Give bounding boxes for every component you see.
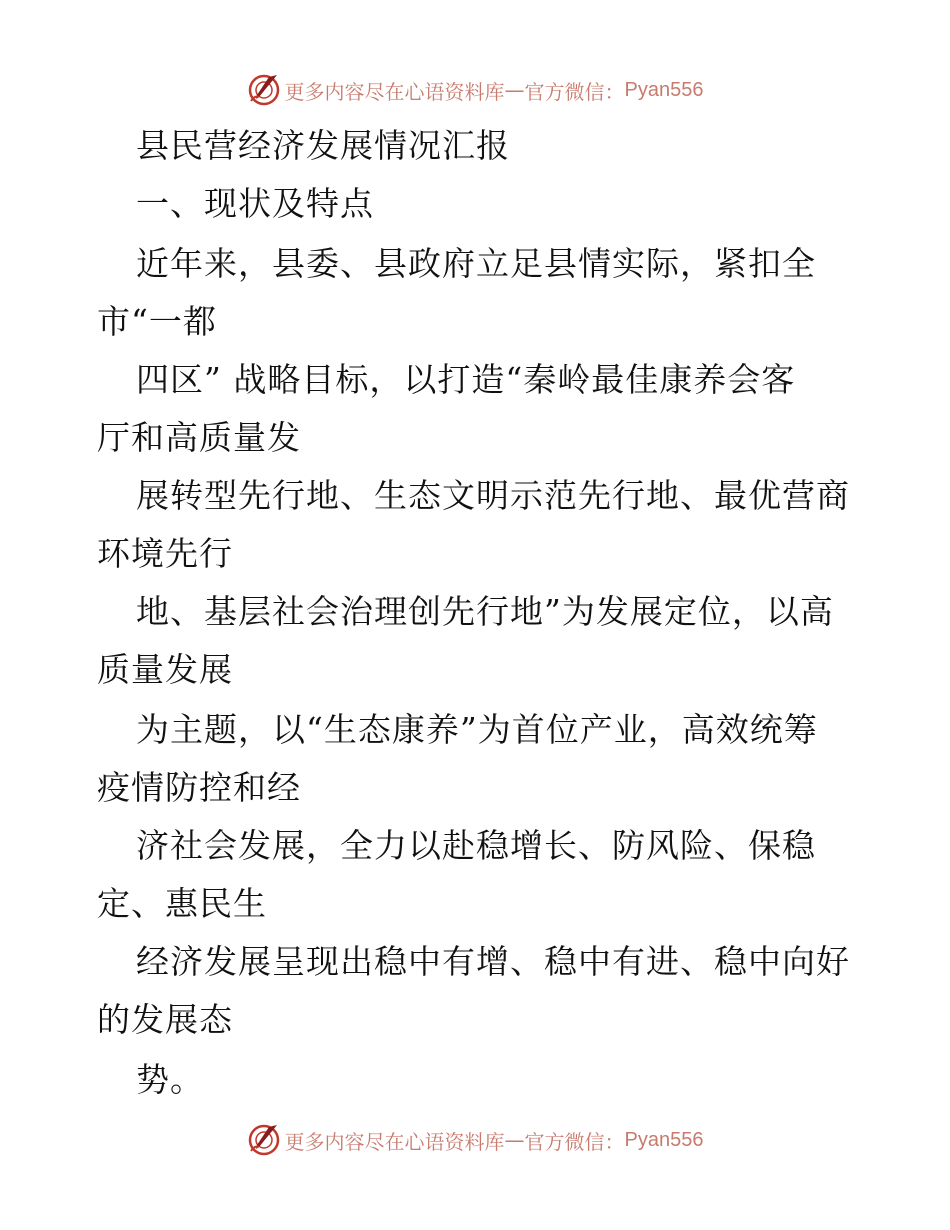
paragraph-line: 经济发展呈现出稳中有增、稳中有进、稳中向好 bbox=[136, 942, 850, 981]
paragraph-line: 疫情防控和经 bbox=[97, 768, 301, 807]
watermark-label: 官方微信： bbox=[524, 79, 625, 104]
paragraph-line: 定、惠民生 bbox=[97, 884, 267, 923]
paragraph-line: 势。 bbox=[136, 1060, 204, 1099]
watermark-text: 更多内容尽在心语资料库 bbox=[284, 1129, 505, 1154]
paragraph-line: 环境先行 bbox=[97, 534, 233, 573]
paragraph-line: 济社会发展，全力以赴稳增长、防风险、保稳 bbox=[136, 826, 816, 865]
watermark-text: 更多内容尽在心语资料库 bbox=[284, 79, 505, 104]
watermark-id: Pyan556 bbox=[624, 78, 704, 101]
paragraph-line: 为主题，以“生态康养”为首位产业，高效统筹 bbox=[136, 710, 818, 749]
paragraph-line: 四区” 战略目标，以打造“秦岭最佳康养会客 bbox=[136, 360, 796, 399]
paragraph-line: 市“一都 bbox=[97, 302, 217, 341]
paragraph-line: 地、基层社会治理创先行地”为发展定位，以高 bbox=[136, 592, 834, 631]
header-watermark bbox=[0, 70, 950, 110]
watermark-separator: — bbox=[504, 78, 525, 102]
watermark-separator: — bbox=[504, 1128, 525, 1152]
paragraph-line: 展转型先行地、生态文明示范先行地、最优营商 bbox=[136, 476, 850, 515]
paragraph-line: 近年来，县委、县政府立足县情实际，紧扣全 bbox=[136, 244, 816, 283]
section-heading: 一、现状及特点 bbox=[136, 184, 374, 223]
pen-logo-icon bbox=[247, 1123, 281, 1157]
watermark-label: 官方微信： bbox=[524, 1129, 625, 1154]
paragraph-line: 质量发展 bbox=[97, 650, 233, 689]
paragraph-line: 的发展态 bbox=[97, 1000, 233, 1039]
pen-logo-icon bbox=[247, 73, 281, 107]
paragraph-line: 厅和高质量发 bbox=[97, 418, 301, 457]
footer-watermark bbox=[0, 1120, 950, 1160]
document-title: 县民营经济发展情况汇报 bbox=[136, 126, 510, 165]
watermark-id: Pyan556 bbox=[624, 1128, 704, 1151]
